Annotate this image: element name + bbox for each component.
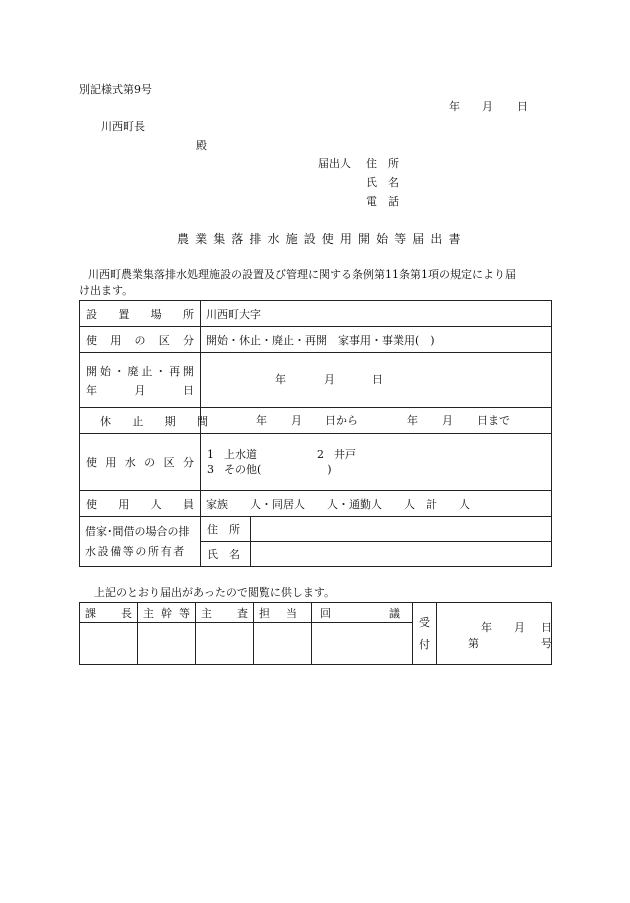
suspension-label: 休 止 期 間 <box>80 408 201 434</box>
owner-address-value <box>251 517 552 542</box>
recipient: 川西町長 <box>101 120 145 133</box>
receipt-box: 年 月 日 第 号 <box>437 603 552 665</box>
row-suspension <box>80 408 552 434</box>
circulation-label: 回 議 <box>312 603 413 623</box>
row-water <box>80 434 552 491</box>
applicant-phone-label: 電 話 <box>366 195 399 208</box>
honorific: 殿 <box>196 139 207 152</box>
applicant-name-label: 氏 名 <box>366 176 399 189</box>
notice: 上記のとおり届出があったので閲覧に供します。 <box>94 586 336 599</box>
row-location <box>80 301 552 327</box>
owner-name-label: 氏 名 <box>201 542 251 567</box>
staff-label: 担 当 <box>254 603 312 623</box>
suspension-value: 年 月 日から 年 月 日まで <box>201 408 552 434</box>
manager-stamp <box>138 623 196 665</box>
location-label: 設 置 場 所 <box>80 301 201 327</box>
chief-stamp <box>80 623 138 665</box>
use-type-label: 使 用 の 区 分 <box>80 327 201 353</box>
approval-table <box>79 602 552 665</box>
owner-name-value <box>251 542 552 567</box>
location-value: 川西町大字 <box>201 301 552 327</box>
start-date-value: 年 月 日 <box>201 353 552 408</box>
applicant-address-label: 住 所 <box>366 157 399 170</box>
start-date-label: 開 始 ・ 廃 止 ・ 再 開 年 月 日 <box>80 353 201 408</box>
row-owner-address <box>80 517 552 542</box>
row-users <box>80 491 552 517</box>
date-year: 年 <box>449 100 460 113</box>
intro-line-1: 川西町農業集落排水処理施設の設置及び管理に関する条例第11条第1項の規定により届 <box>88 268 516 281</box>
form-title: 農業集落排水施設使用開始等届出書 <box>177 232 467 246</box>
users-value: 家族 人・同居人 人・通勤人 人 計 人 <box>201 491 552 517</box>
receipt-label: 受 付 <box>413 603 437 665</box>
application-table <box>79 300 552 567</box>
users-label: 使 用 人 員 <box>80 491 201 517</box>
inspector-label: 主 査 <box>196 603 254 623</box>
owner-label: 借家･間借の場合の排 水設備等の所有者 <box>80 517 201 567</box>
water-label: 使 用 水 の 区 分 <box>80 434 201 491</box>
row-use-type <box>80 327 552 353</box>
circulation-stamp <box>312 623 413 665</box>
water-value: 1 上水道 2 井戸 3 その他( ) <box>201 434 552 491</box>
row-start-date <box>80 353 552 408</box>
chief-label: 課 長 <box>80 603 138 623</box>
date-month: 月 <box>482 100 493 113</box>
applicant-prefix: 届出人 <box>318 157 351 170</box>
staff-stamp <box>254 623 312 665</box>
form-number: 別記様式第9号 <box>79 83 152 96</box>
intro-line-2: け出ます。 <box>79 284 134 297</box>
use-type-value: 開始・休止・廃止・再開 家事用・事業用( ) <box>201 327 552 353</box>
date-day: 日 <box>517 100 528 113</box>
owner-address-label: 住 所 <box>201 517 251 542</box>
inspector-stamp <box>196 623 254 665</box>
manager-label: 主 幹 等 <box>138 603 196 623</box>
